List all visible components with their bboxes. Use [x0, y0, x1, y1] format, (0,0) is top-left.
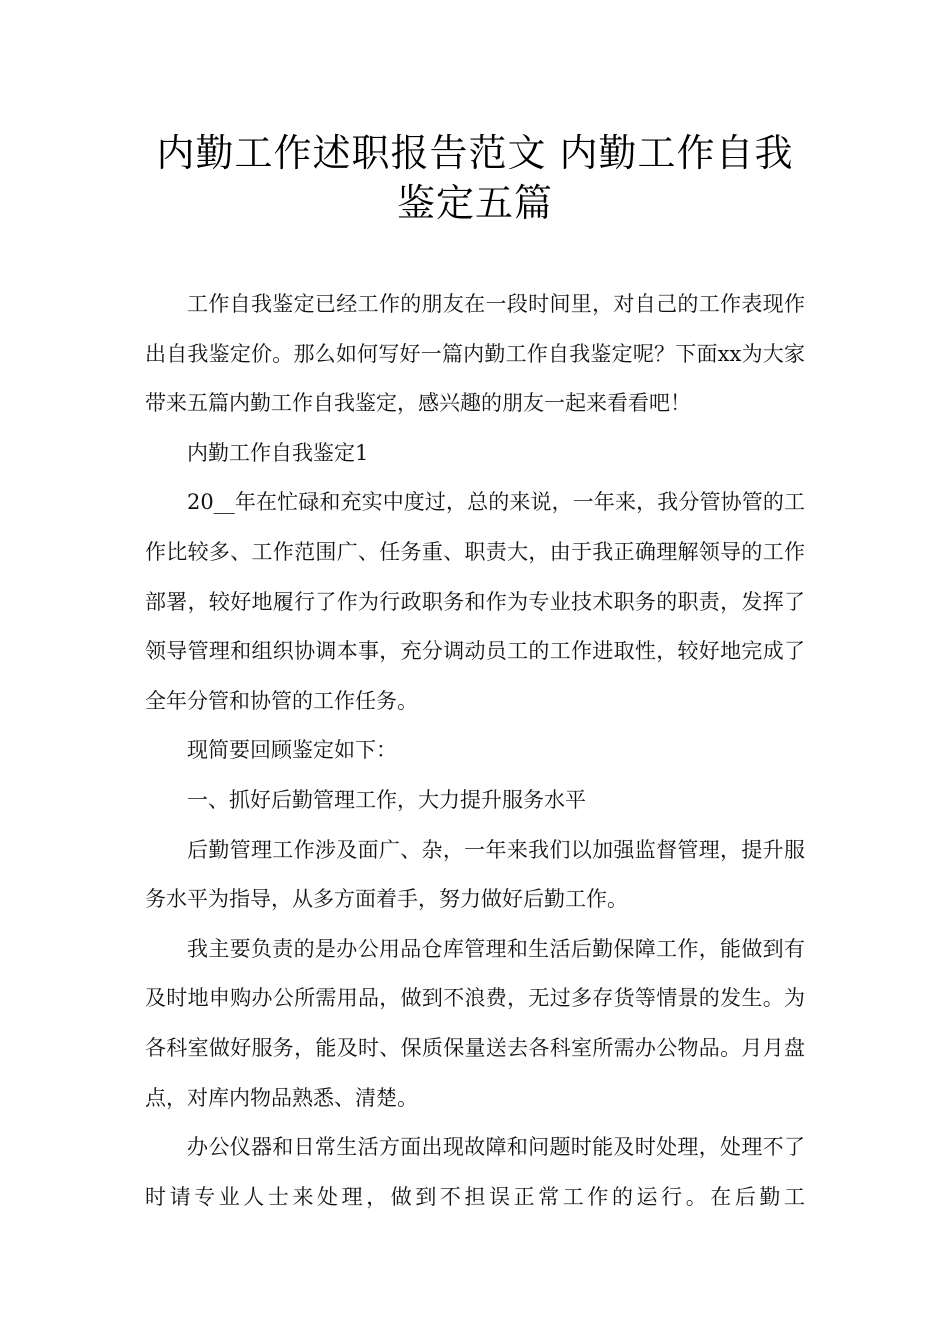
subheading-1: 一、抓好后勤管理工作，大力提升服务水平: [187, 787, 586, 812]
review-intro: 现简要回顾鉴定如下：: [187, 738, 397, 763]
logistics-paragraph: 后勤管理工作涉及面广、杂，一年来我们以加强监督管理，提升服务水平为指导，从多方面着手，努力做好后勤工作。: [145, 837, 805, 912]
summary-paragraph: 20__年在忙碌和充实中度过，总的来说，一年来，我分管协管的工作比较多、工作范围广、任务重、职责大，由于我正确理解领导的工作部署，较好地履行了作为行政职务和作为专业技术职务的职责，发挥了领导管理和组织协调本事，充分调动员工的工作进取性，较好地完成了全年分管和协管的工作任务。: [145, 490, 805, 713]
section-heading-1: 内勤工作自我鉴定1: [187, 440, 369, 465]
document-title: [100, 128, 850, 228]
supplies-paragraph: 我主要负责的是办公用品仓库管理和生活后勤保障工作，能做到有及时地申购办公所需用品，做到不浪费，无过多存货等情景的发生。为各科室做好服务，能及时、保质保量送去各科室所需办公物品。月月盘点，对库内物品熟悉、清楚。: [145, 936, 805, 1110]
title-line-2: 鉴定五篇: [396, 181, 553, 225]
document-body: [145, 280, 805, 1222]
intro-paragraph: 工作自我鉴定已经工作的朋友在一段时间里，对自己的工作表现作出自我鉴定价。那么如何写好一篇内勤工作自我鉴定呢？下面xx为大家带来五篇内勤工作自我鉴定，感兴趣的朋友一起来看看吧！: [145, 292, 805, 416]
title-line-1: 内勤工作述职报告范文 内勤工作自我: [156, 131, 794, 175]
equipment-paragraph: 办公仪器和日常生活方面出现故障和问题时能及时处理，处理不了时请专业人士来处理，做到不担误正常工作的运行。在后勤工: [145, 1135, 805, 1209]
